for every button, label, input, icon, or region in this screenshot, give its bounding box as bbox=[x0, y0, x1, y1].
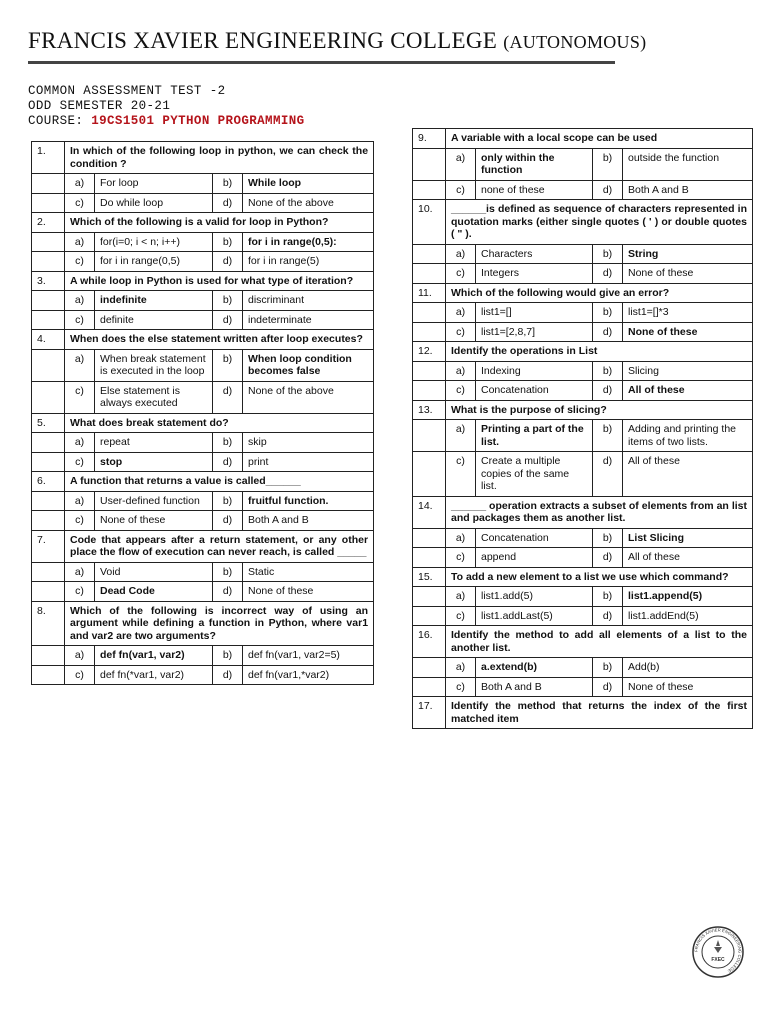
option-row bbox=[32, 193, 374, 213]
option-label: a) bbox=[446, 303, 476, 323]
option-text: Add(b) bbox=[623, 658, 753, 678]
blank-cell bbox=[32, 291, 65, 311]
option-text: outside the function bbox=[623, 148, 753, 180]
blank-cell bbox=[413, 361, 446, 381]
option-text: Adding and printing the items of two lists. bbox=[623, 420, 753, 452]
option-label: b) bbox=[213, 433, 243, 453]
question-text: What does break statement do? bbox=[65, 413, 374, 433]
option-row bbox=[413, 264, 753, 284]
option-text: for i in range(0,5) bbox=[95, 252, 213, 272]
option-label: d) bbox=[593, 677, 623, 697]
option-label: c) bbox=[65, 452, 95, 472]
blank-cell bbox=[32, 646, 65, 666]
option-label: d) bbox=[213, 381, 243, 413]
option-row bbox=[32, 349, 374, 381]
question-number: 13. bbox=[413, 400, 446, 420]
blank-cell bbox=[32, 665, 65, 685]
option-row bbox=[32, 291, 374, 311]
option-label: c) bbox=[446, 548, 476, 568]
option-label: d) bbox=[213, 665, 243, 685]
option-row bbox=[413, 606, 753, 626]
question-number: 8. bbox=[32, 601, 65, 646]
option-text: list1.addLast(5) bbox=[476, 606, 593, 626]
option-label: b) bbox=[213, 562, 243, 582]
option-row bbox=[413, 528, 753, 548]
option-label: c) bbox=[446, 677, 476, 697]
option-text: When break statement is executed in the loop bbox=[95, 349, 213, 381]
option-text: def fn(var1, var2=5) bbox=[243, 646, 374, 666]
question-row bbox=[32, 271, 374, 291]
option-label: a) bbox=[446, 587, 476, 607]
blank-cell bbox=[413, 264, 446, 284]
question-number: 2. bbox=[32, 213, 65, 233]
option-label: b) bbox=[593, 420, 623, 452]
option-label: c) bbox=[446, 180, 476, 200]
option-text: All of these bbox=[623, 452, 753, 497]
answer-option: When loop condition becomes false bbox=[243, 349, 374, 381]
blank-cell bbox=[32, 433, 65, 453]
question-text: Which of the following would give an error? bbox=[446, 283, 753, 303]
option-label: a) bbox=[65, 491, 95, 511]
question-row bbox=[413, 400, 753, 420]
option-text: Concatenation bbox=[476, 381, 593, 401]
question-row bbox=[32, 530, 374, 562]
answer-option: None of these bbox=[623, 322, 753, 342]
answer-option: All of these bbox=[623, 381, 753, 401]
option-label: c) bbox=[65, 252, 95, 272]
option-label: c) bbox=[446, 381, 476, 401]
option-label: a) bbox=[446, 528, 476, 548]
question-number: 11. bbox=[413, 283, 446, 303]
blank-cell bbox=[413, 606, 446, 626]
option-label: d) bbox=[593, 606, 623, 626]
option-row bbox=[413, 658, 753, 678]
option-text: Both A and B bbox=[476, 677, 593, 697]
option-label: b) bbox=[593, 587, 623, 607]
question-number: 17. bbox=[413, 697, 446, 729]
option-row bbox=[413, 381, 753, 401]
option-label: c) bbox=[446, 322, 476, 342]
question-number: 3. bbox=[32, 271, 65, 291]
option-row bbox=[32, 491, 374, 511]
blank-cell bbox=[32, 232, 65, 252]
question-text: A variable with a local scope can be used bbox=[446, 129, 753, 149]
option-row bbox=[32, 310, 374, 330]
question-row bbox=[32, 472, 374, 492]
option-label: d) bbox=[593, 452, 623, 497]
blank-cell bbox=[413, 548, 446, 568]
option-text: None of these bbox=[623, 677, 753, 697]
option-label: d) bbox=[593, 548, 623, 568]
option-text: Integers bbox=[476, 264, 593, 284]
option-label: d) bbox=[213, 452, 243, 472]
option-text: def fn(var1,*var2) bbox=[243, 665, 374, 685]
option-text: Slicing bbox=[623, 361, 753, 381]
option-row bbox=[413, 677, 753, 697]
option-label: b) bbox=[213, 232, 243, 252]
question-number: 10. bbox=[413, 200, 446, 245]
question-number: 5. bbox=[32, 413, 65, 433]
option-label: d) bbox=[213, 310, 243, 330]
option-row bbox=[413, 361, 753, 381]
question-number: 12. bbox=[413, 342, 446, 362]
option-label: d) bbox=[213, 582, 243, 602]
option-label: d) bbox=[213, 511, 243, 531]
option-label: c) bbox=[65, 511, 95, 531]
answer-option: While loop bbox=[243, 174, 374, 194]
option-text: Static bbox=[243, 562, 374, 582]
option-text: none of these bbox=[476, 180, 593, 200]
question-row bbox=[413, 342, 753, 362]
answer-option: list1.append(5) bbox=[623, 587, 753, 607]
course-line bbox=[28, 114, 305, 128]
option-label: c) bbox=[446, 264, 476, 284]
option-row bbox=[32, 433, 374, 453]
question-text: What is the purpose of slicing? bbox=[446, 400, 753, 420]
option-text: None of these bbox=[95, 511, 213, 531]
question-text: A while loop in Python is used for what type of iteration? bbox=[65, 271, 374, 291]
option-label: b) bbox=[593, 303, 623, 323]
blank-cell bbox=[413, 587, 446, 607]
blank-cell bbox=[413, 381, 446, 401]
question-row bbox=[413, 496, 753, 528]
option-label: c) bbox=[65, 582, 95, 602]
question-row bbox=[32, 330, 374, 350]
option-row bbox=[32, 562, 374, 582]
college-title bbox=[28, 28, 646, 54]
option-label: d) bbox=[593, 264, 623, 284]
option-text: None of the above bbox=[243, 193, 374, 213]
question-table-left bbox=[31, 141, 374, 685]
question-row bbox=[413, 567, 753, 587]
question-row bbox=[413, 283, 753, 303]
option-text: list1.addEnd(5) bbox=[623, 606, 753, 626]
option-label: d) bbox=[593, 381, 623, 401]
blank-cell bbox=[413, 658, 446, 678]
question-text: ______ operation extracts a subset of elements from an list and packages them as another list. bbox=[446, 496, 753, 528]
question-text: When does the else statement written after loop executes? bbox=[65, 330, 374, 350]
question-text: In which of the following loop in python, we can check the condition ? bbox=[65, 142, 374, 174]
blank-cell bbox=[32, 349, 65, 381]
option-row bbox=[413, 587, 753, 607]
option-row bbox=[32, 511, 374, 531]
option-text: All of these bbox=[623, 548, 753, 568]
seal-center-text: FXEC bbox=[711, 957, 725, 963]
option-row bbox=[413, 452, 753, 497]
question-number: 7. bbox=[32, 530, 65, 562]
option-label: b) bbox=[593, 244, 623, 264]
option-text: definite bbox=[95, 310, 213, 330]
question-text: Which of the following is incorrect way of using an argument while defining a function in Python, where var1 and var2 are two arguments? bbox=[65, 601, 374, 646]
option-text: Characters bbox=[476, 244, 593, 264]
blank-cell bbox=[413, 244, 446, 264]
question-number: 4. bbox=[32, 330, 65, 350]
question-row bbox=[32, 601, 374, 646]
option-row bbox=[32, 665, 374, 685]
option-label: a) bbox=[446, 148, 476, 180]
option-text: append bbox=[476, 548, 593, 568]
option-text: indeterminate bbox=[243, 310, 374, 330]
option-text: None of the above bbox=[243, 381, 374, 413]
blank-cell bbox=[413, 303, 446, 323]
title-rule bbox=[28, 61, 615, 64]
option-label: b) bbox=[593, 148, 623, 180]
option-text: for(i=0; i < n; i++) bbox=[95, 232, 213, 252]
answer-option: Printing a part of the list. bbox=[476, 420, 593, 452]
option-label: b) bbox=[593, 528, 623, 548]
blank-cell bbox=[413, 677, 446, 697]
blank-cell bbox=[413, 148, 446, 180]
option-row bbox=[413, 244, 753, 264]
question-number: 15. bbox=[413, 567, 446, 587]
question-table-right bbox=[412, 128, 753, 729]
option-text: Concatenation bbox=[476, 528, 593, 548]
autonomous-label: (AUTONOMOUS) bbox=[503, 32, 647, 52]
blank-cell bbox=[32, 193, 65, 213]
option-row bbox=[32, 582, 374, 602]
option-row bbox=[32, 646, 374, 666]
option-label: a) bbox=[65, 232, 95, 252]
option-row bbox=[32, 452, 374, 472]
option-label: a) bbox=[65, 433, 95, 453]
question-number: 6. bbox=[32, 472, 65, 492]
question-row bbox=[413, 697, 753, 729]
option-text: User-defined function bbox=[95, 491, 213, 511]
option-row bbox=[413, 420, 753, 452]
option-text: Both A and B bbox=[623, 180, 753, 200]
option-label: d) bbox=[593, 180, 623, 200]
blank-cell bbox=[32, 452, 65, 472]
blank-cell bbox=[413, 452, 446, 497]
option-row bbox=[413, 148, 753, 180]
option-text: discriminant bbox=[243, 291, 374, 311]
answer-option: fruitful function. bbox=[243, 491, 374, 511]
question-text: Identify the method to add all elements of a list to the another list. bbox=[446, 626, 753, 658]
question-text: Which of the following is a valid for loop in Python? bbox=[65, 213, 374, 233]
college-seal bbox=[692, 926, 744, 978]
option-label: b) bbox=[213, 646, 243, 666]
option-row bbox=[32, 232, 374, 252]
option-label: c) bbox=[65, 310, 95, 330]
blank-cell bbox=[32, 582, 65, 602]
blank-cell bbox=[32, 174, 65, 194]
question-number: 16. bbox=[413, 626, 446, 658]
answer-option: Dead Code bbox=[95, 582, 213, 602]
option-label: d) bbox=[213, 193, 243, 213]
blank-cell bbox=[413, 528, 446, 548]
option-label: a) bbox=[65, 646, 95, 666]
option-label: a) bbox=[446, 658, 476, 678]
question-row bbox=[413, 626, 753, 658]
option-row bbox=[413, 548, 753, 568]
question-number: 9. bbox=[413, 129, 446, 149]
option-row bbox=[32, 252, 374, 272]
course-label: COURSE: bbox=[28, 114, 84, 128]
blank-cell bbox=[32, 252, 65, 272]
answer-option: List Slicing bbox=[623, 528, 753, 548]
option-label: b) bbox=[593, 361, 623, 381]
option-label: a) bbox=[65, 174, 95, 194]
question-text: Identify the method that returns the index of the first matched item bbox=[446, 697, 753, 729]
option-row bbox=[413, 303, 753, 323]
option-label: a) bbox=[65, 349, 95, 381]
option-text: for i in range(5) bbox=[243, 252, 374, 272]
option-row bbox=[413, 180, 753, 200]
question-text: ______is defined as sequence of characters represented in quotation marks (either single quotes ( ' ) or double quotes ( " ). bbox=[446, 200, 753, 245]
option-label: c) bbox=[446, 606, 476, 626]
option-row bbox=[32, 174, 374, 194]
option-text: list1.add(5) bbox=[476, 587, 593, 607]
option-label: a) bbox=[65, 291, 95, 311]
test-title: COMMON ASSESSMENT TEST -2 bbox=[28, 84, 226, 98]
question-number: 1. bbox=[32, 142, 65, 174]
question-text: Identify the operations in List bbox=[446, 342, 753, 362]
option-label: b) bbox=[213, 349, 243, 381]
option-text: Create a multiple copies of the same list. bbox=[476, 452, 593, 497]
blank-cell bbox=[32, 310, 65, 330]
option-label: b) bbox=[213, 291, 243, 311]
option-text: For loop bbox=[95, 174, 213, 194]
option-label: c) bbox=[65, 665, 95, 685]
option-text: list1=[2,8,7] bbox=[476, 322, 593, 342]
answer-option: def fn(var1, var2) bbox=[95, 646, 213, 666]
college-name: FRANCIS XAVIER ENGINEERING COLLEGE bbox=[28, 28, 498, 53]
option-label: b) bbox=[213, 491, 243, 511]
option-label: a) bbox=[65, 562, 95, 582]
option-label: d) bbox=[213, 252, 243, 272]
question-row bbox=[413, 129, 753, 149]
option-text: print bbox=[243, 452, 374, 472]
blank-cell bbox=[413, 420, 446, 452]
option-label: b) bbox=[213, 174, 243, 194]
option-row bbox=[32, 381, 374, 413]
answer-option: String bbox=[623, 244, 753, 264]
option-label: c) bbox=[446, 452, 476, 497]
answer-option: only within the function bbox=[476, 148, 593, 180]
question-text: A function that returns a value is called______ bbox=[65, 472, 374, 492]
blank-cell bbox=[32, 562, 65, 582]
question-text: To add a new element to a list we use which command? bbox=[446, 567, 753, 587]
option-text: None of these bbox=[623, 264, 753, 284]
question-row bbox=[32, 213, 374, 233]
blank-cell bbox=[413, 180, 446, 200]
seal-ring-text: FRANCIS XAVIER ENGINEERING COLLEGE bbox=[693, 927, 743, 974]
answer-option: stop bbox=[95, 452, 213, 472]
answer-option: for i in range(0,5): bbox=[243, 232, 374, 252]
blank-cell bbox=[32, 511, 65, 531]
course-code-title: 19CS1501 PYTHON PROGRAMMING bbox=[91, 114, 305, 128]
answer-option: indefinite bbox=[95, 291, 213, 311]
option-label: a) bbox=[446, 244, 476, 264]
blank-cell bbox=[413, 322, 446, 342]
blank-cell bbox=[32, 381, 65, 413]
option-text: list1=[] bbox=[476, 303, 593, 323]
option-text: def fn(*var1, var2) bbox=[95, 665, 213, 685]
answer-option: a.extend(b) bbox=[476, 658, 593, 678]
option-label: d) bbox=[593, 322, 623, 342]
question-row bbox=[32, 142, 374, 174]
option-label: b) bbox=[593, 658, 623, 678]
semester-line: ODD SEMESTER 20-21 bbox=[28, 99, 171, 113]
option-text: list1=[]*3 bbox=[623, 303, 753, 323]
option-label: a) bbox=[446, 420, 476, 452]
question-number: 14. bbox=[413, 496, 446, 528]
option-text: None of these bbox=[243, 582, 374, 602]
option-text: Else statement is always executed bbox=[95, 381, 213, 413]
option-text: Void bbox=[95, 562, 213, 582]
option-text: Indexing bbox=[476, 361, 593, 381]
option-text: skip bbox=[243, 433, 374, 453]
option-row bbox=[413, 322, 753, 342]
blank-cell bbox=[32, 491, 65, 511]
question-row bbox=[413, 200, 753, 245]
option-label: c) bbox=[65, 381, 95, 413]
option-label: a) bbox=[446, 361, 476, 381]
option-text: Both A and B bbox=[243, 511, 374, 531]
option-text: Do while loop bbox=[95, 193, 213, 213]
option-text: repeat bbox=[95, 433, 213, 453]
option-label: c) bbox=[65, 193, 95, 213]
question-text: Code that appears after a return statement, or any other place the flow of execution can never reach, is called _____ bbox=[65, 530, 374, 562]
question-row bbox=[32, 413, 374, 433]
